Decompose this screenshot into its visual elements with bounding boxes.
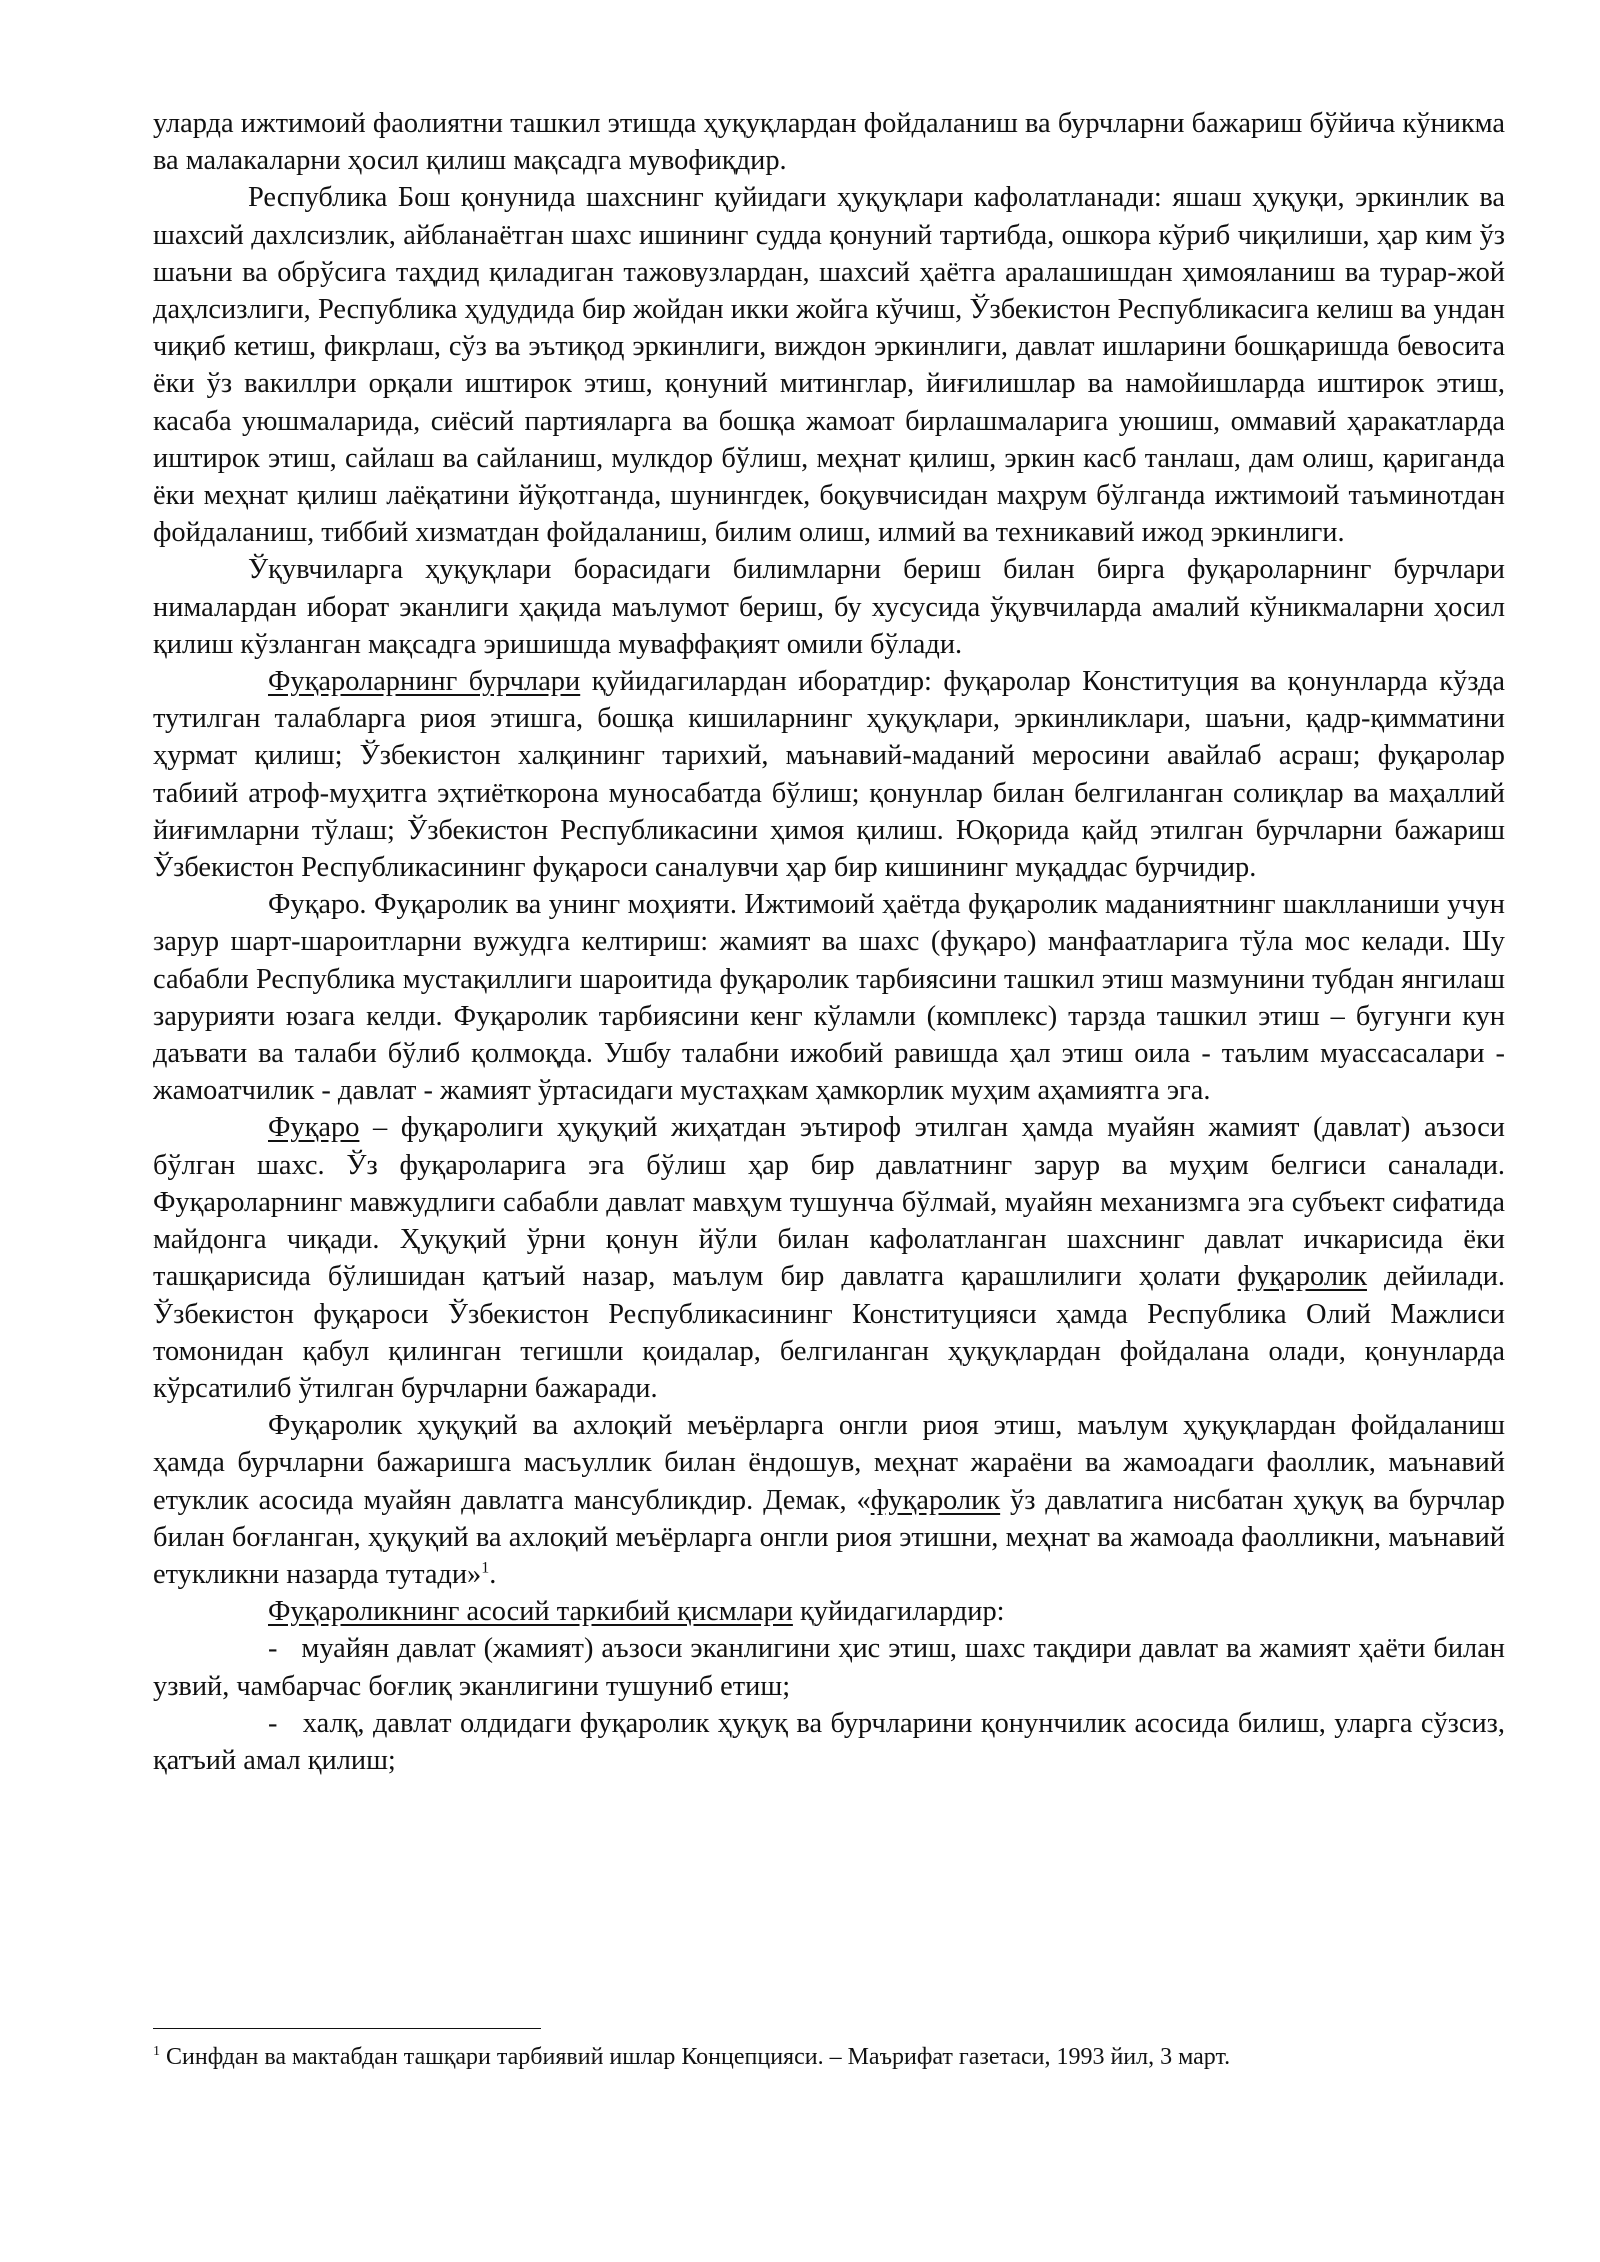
term-citizenship: фуқаролик: [1237, 1261, 1367, 1293]
footnote-marker: 1: [153, 2044, 160, 2059]
paragraph-7-text-b: ўз давлатига нисбатан ҳуқуқ ва бурчлар билан боғланган, ҳуқуқий ва ахлоқий меъёрларга онгли риоя этишни, меҳнат ва жамоада фаолликни, маънавий етукликни назарда тутади»: [153, 1484, 1505, 1590]
paragraph-4-text: қуйидагилардан иборатдир: фуқаролар Конституция ва қонунларда кўзда тутилган талабларга риоя этишга, бошқа кишиларнинг ҳуқуқлари, эркинликлари, шаъни, қадр-қимматини ҳурмат қилиш; Ўзбекистон халқининг тарихий, маънавий-маданий меросини авайлаб асраш; фуқаролар табиий атроф-муҳитга эҳтиёткорона муносабатда бўлиш; қонунлар билан белгиланган солиқлар ва маҳаллий йиғимларни тўлаш; Ўзбекистон Республикасини ҳимоя қилиш. Юқорида қайд этилган бурчларни бажариш Ўзбекистон Республикасининг фуқароси саналувчи ҳар бир кишининг муқаддас бурчидир.: [153, 666, 1505, 884]
paragraph-2: Республика Бош қонунида шахснинг қуйидаги ҳуқуқлари кафолатланади: яшаш ҳуқуқи, эркинлик ва шахсий дахлсизлик, айбланаётган шахс ишининг судда қонуний тартибда, ошкора кўриб чиқилиши, ҳар ким ўз шаъни ва обрўсига таҳдид қиладиган тажовузлардан, шахсий ҳаётга аралашишдан ҳимояланиш ва турар-жой даҳлсизлиги, Республика ҳудудида бир жойдан икки жойга кўчиш, Ўзбекистон Республикасига келиш ва ундан чиқиб кетиш, фикрлаш, сўз ва эътиқод эркинлиги, виждон эркинлиги, давлат ишларини бошқаришда бевосита ёки ўз вакиллри орқали иштирок этиш, қонуний митинглар, йиғилишлар ва намойишларда иштирок этиш, касаба уюшмаларида, сиёсий партияларга ва бошқа жамоат бирлашмаларига уюшиш, оммавий ҳаракатларда иштирок этиш, сайлаш ва сайланиш, мулкдор бўлиш, меҳнат қилиш, эркин касб танлаш, дам олиш, қариганда ёки меҳнат қилиш лаёқатини йўқотганда, шунингдек, боқувчисидан маҳрум бўлганда ижтимоий таъминотдан фойдаланиш, тиббий хизматдан фойдаланиш, билим олиш, илмий ва техникавий ижод эркинлиги.: [153, 182, 1505, 549]
paragraph-5: Фуқаро. Фуқаролик ва унинг моҳияти. Ижтимоий ҳаётда фуқаролик маданиятнинг шаклланиши учун зарур шарт-шароитларни вужудга келтириш: жамият ва шахс (фуқаро) манфаатларига тўла мос келади. Шу сабабли Республика мустақиллиги шароитида фуқаролик тарбиясини ташкил этиш мазмунини тубдан янгилаш зарурияти юзага келди. Фуқаролик тарбиясини кенг кўламли (комплекс) тарзда ташкил этиш – бугунги кун даъвати ва талаби бўлиб қолмоқда. Ушбу талабни ижобий равишда ҳал этиш оила - таълим муассасалари - жамоатчилик - давлат - жамият ўртасидаги мустаҳкам ҳамкорлик муҳим аҳамиятга эга.: [153, 889, 1505, 1107]
paragraph-7-end: .: [489, 1558, 497, 1590]
list-item: - халқ, давлат олдидаги фуқаролик ҳуқуқ ва бурчларини қонунчилик асосида билиш, уларга сўзсиз, қатъий амал қилиш;: [153, 1707, 1513, 1776]
paragraph-6-text-a: – фуқаролиги ҳуқуқий жиҳатдан эътироф этилган ҳамда муайян жамият (давлат) аъзоси бўлган шахс. Ўз фуқароларига эга бўлиш ҳар бир давлатнинг зарур ва муҳим белгиси саналади. Фуқароларнинг мавжудлиги сабабли давлат мавҳум тушунча бўлмай, муайян механизмга эга субъект сифатида майдонга чиқади. Ҳуқуқий ўрни қонун йўли билан кафолатланган шахснинг давлат ичкарисида ёки ташқарисида бўлишидан қатъий назар, маълум бир давлатга қарашлилиги ҳолати: [153, 1112, 1505, 1293]
paragraph-8: [153, 1593, 1505, 1630]
paragraph-4: [153, 663, 1505, 886]
list-item: - муайян давлат (жамият) аъзоси эканлигини ҳис этиш, шахс тақдири давлат ва жамият ҳаёти билан узвий, чамбарчас боғлиқ эканлигини тушуниб етиш;: [153, 1633, 1513, 1702]
footnote-separator: [153, 2028, 541, 2029]
footnote-text: Синфдан ва мактабдан ташқари тарбиявий ишлар Концепцияси. – Маърифат газетаси, 1993 йил, 3 март.: [160, 2044, 1231, 2070]
paragraph-3: Ўқувчиларга ҳуқуқлари борасидаги билимларни бериш билан бирга фуқароларнинг бурчлари нималардан иборат эканлиги ҳақида маълумот бериш, бу хусусида ўқувчиларда амалий кўникмаларни ҳосил қилиш кўзланган мақсадга эришишда муваффақият омили бўлади.: [153, 554, 1505, 660]
term-citizenship-quote: фуқаролик: [870, 1484, 1001, 1516]
paragraph-7-text-a: Фуқаролик ҳуқуқий ва ахлоқий меъёрларга онгли риоя этиш, маълум ҳуқуқлардан фойдаланиш ҳамда бурчларни бажаришга масъуллик билан ёндошув, меҳнат жараёни ва жамоадаги фаоллик, маънавий етуклик асосида муайян давлатга мансубликдир. Демак, «: [153, 1410, 1505, 1516]
paragraph-8-text: қуйидагилардир:: [792, 1596, 1005, 1628]
document-body: [153, 105, 1513, 1779]
footnote-reference: 1: [481, 1559, 490, 1577]
paragraph-7: [153, 1407, 1505, 1593]
term-citizens-duties: Фуқароларнинг бурчлари: [268, 666, 581, 698]
paragraph-1: уларда ижтимоий фаолиятни ташкил этишда ҳуқуқлардан фойдаланиш ва бурчларни бажариш бўйича кўникма ва малакаларни ҳосил қилиш мақсадга мувофиқдир.: [153, 108, 1505, 177]
paragraph-6: [153, 1109, 1505, 1407]
footnote: [153, 2040, 1505, 2075]
term-citizenship-components: Фуқароликнинг асосий таркибий қисмлари: [268, 1596, 793, 1628]
paragraph-6-text-b: дейилади. Ўзбекистон фуқароси Ўзбекистон Республикасининг Конституцияси ҳамда Республика Олий Мажлиси томонидан қабул қилинган тегишли қоидалар, белгиланган ҳуқуқлардан фойдалана олади, қонунларда кўрсатилиб ўтилган бурчларни бажаради.: [153, 1261, 1505, 1404]
term-citizen: Фуқаро: [268, 1112, 360, 1144]
